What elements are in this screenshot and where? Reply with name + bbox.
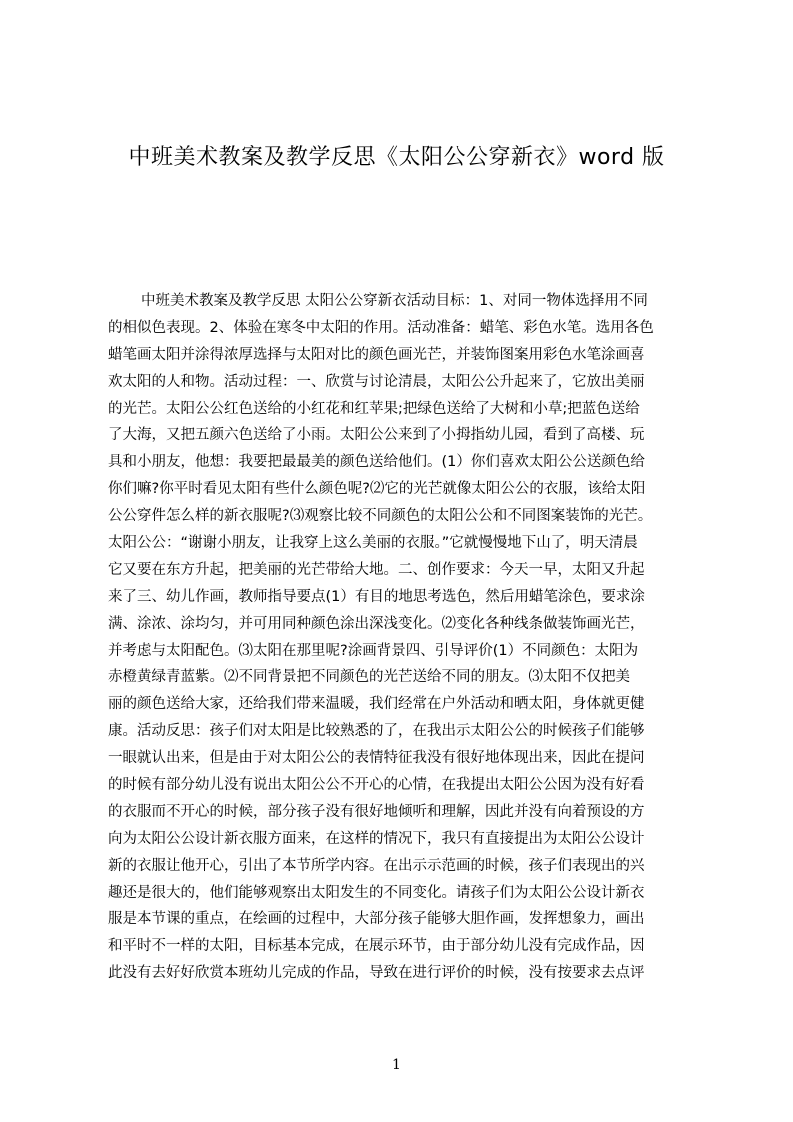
body-line: 了大海，又把五颜六色送给了小雨。太阳公公来到了小拇指幼儿园，看到了高楼、玩 xyxy=(108,427,645,444)
body-line: 具和小朋友，他想：我要把最最美的颜色送给他们。(1）你们喜欢太阳公公送颜色给 xyxy=(108,454,645,471)
document-body xyxy=(108,288,700,987)
page-number: 1 xyxy=(392,1057,401,1073)
body-line: 一眼就认出来，但是由于对太阳公公的表情特征我没有很好地体现出来，因此在提问 xyxy=(108,750,645,767)
body-line: 太阳公公：“谢谢小朋友，让我穿上这么美丽的衣服。”它就慢慢地下山了，明天清晨 xyxy=(108,535,638,552)
body-line: 的相似色表现。2、体验在寒冬中太阳的作用。活动准备：蜡笔、彩色水笔。选用各色 xyxy=(108,319,654,336)
body-line: 趣还是很大的，他们能够观察出太阳发生的不同变化。请孩子们为太阳公公设计新衣 xyxy=(108,884,645,901)
body-line: 向为太阳公公设计新衣服方面来，在这样的情况下，我只有直接提出为太阳公公设计 xyxy=(108,830,645,847)
body-line: 的光芒。太阳公公红色送给的小红花和红苹果;把绿色送给了大树和小草;把蓝色送给 xyxy=(108,400,640,417)
body-line: 的衣服而不开心的时候，部分孩子没有很好地倾听和理解，因此并没有向着预设的方 xyxy=(108,803,645,820)
body-line: 的时候有部分幼儿没有说出太阳公公不开心的心情，在我提出太阳公公因为没有好看 xyxy=(108,777,645,794)
body-line: 新的衣服让他开心，引出了本节所学内容。在出示示范画的时候，孩子们表现出的兴 xyxy=(108,857,645,874)
body-line: 来了三、幼儿作画，教师指导要点(1）有目的地思考选色，然后用蜡笔涂色，要求涂 xyxy=(108,588,645,605)
body-line: 蜡笔画太阳并涂得浓厚选择与太阳对比的颜色画光芒，并装饰图案用彩色水笔涂画喜 xyxy=(108,346,645,363)
body-line: 赤橙黄绿青蓝紫。⑵不同背景把不同颜色的光芒送给不同的朋友。⑶太阳不仅把美 xyxy=(108,669,630,686)
document-title: 中班美术教案及教学反思《太阳公公穿新衣》word 版 xyxy=(128,145,665,170)
body-line: 满、涂浓、涂均匀，并可用同种颜色涂出深浅变化。⑵变化各种线条做装饰画光芒， xyxy=(108,615,645,632)
body-line: 它又要在东方升起，把美丽的光芒带给大地。二、创作要求：今天一早，太阳又升起 xyxy=(108,561,645,578)
body-line: 并考虑与太阳配色。⑶太阳在那里呢?涂画背景四、引导评价(1）不同颜色：太阳为 xyxy=(108,642,639,659)
body-line: 欢太阳的人和物。活动过程：一、欣赏与讨论清晨，太阳公公升起来了，它放出美丽 xyxy=(108,373,645,390)
body-line: 康。活动反思：孩子们对太阳是比较熟悉的了，在我出示太阳公公的时候孩子们能够 xyxy=(108,723,645,740)
body-line: 和平时不一样的太阳，目标基本完成，在展示环节，由于部分幼儿没有完成作品，因 xyxy=(108,938,645,955)
body-line: 此没有去好好欣赏本班幼儿完成的作品，导致在进行评价的时候，没有按要求去点评 xyxy=(108,965,645,982)
body-line: 公公穿件怎么样的新衣服呢?⑶观察比较不同颜色的太阳公公和不同图案装饰的光芒。 xyxy=(108,508,653,525)
body-line: 中班美术教案及教学反思 太阳公公穿新衣活动目标：1、对同一物体选择用不同 xyxy=(141,293,648,309)
body-line: 你们嘛?你平时看见太阳有些什么颜色呢?⑵它的光芒就像太阳公公的衣服，该给太阳 xyxy=(108,481,646,498)
body-line: 服是本节课的重点，在绘画的过程中，大部分孩子能够大胆作画，发挥想象力，画出 xyxy=(108,911,645,928)
body-line: 丽的颜色送给大家，还给我们带来温暖，我们经常在户外活动和晒太阳，身体就更健 xyxy=(108,696,645,713)
